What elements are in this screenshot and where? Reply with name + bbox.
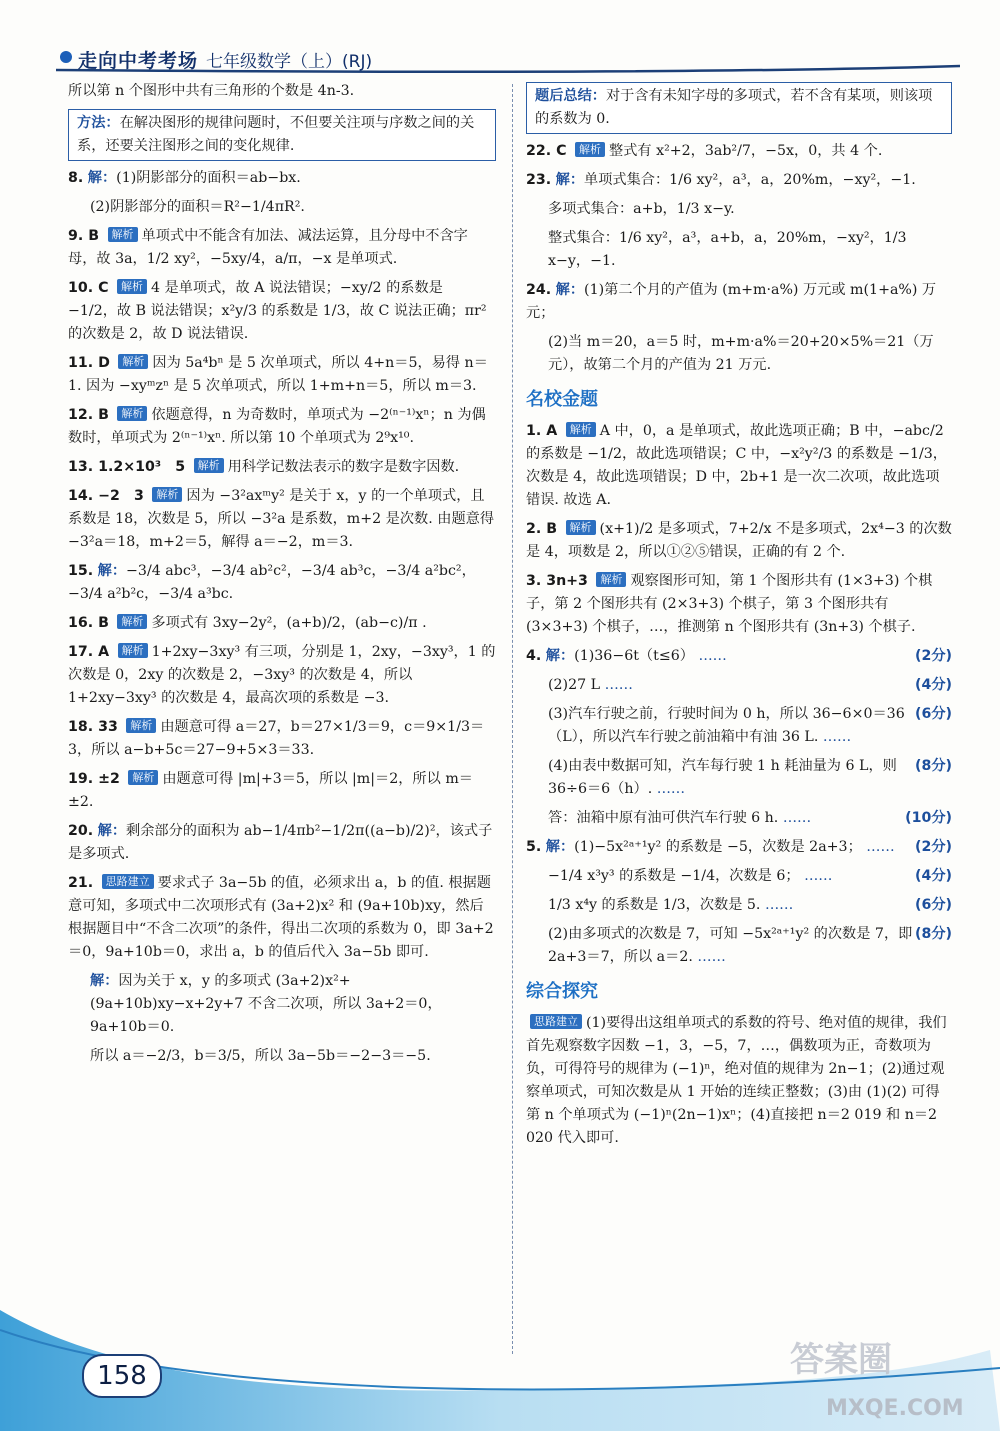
leader-dots: …… [799,868,833,885]
answer-text: 1/3 x⁴y 的系数是 1/3，次数是 5. [548,897,761,914]
answer-text: 因为 5a⁴bⁿ 是 5 次单项式，所以 4+n＝5，易得 n＝1. 因为 −xyᵐzⁿ 是 5 次单项式，所以 1+m+n＝5，所以 m＝3. [68,355,488,394]
analysis-tag: 解析 [117,614,147,629]
score-points: (4分) [914,868,952,885]
analysis-tag: 思路建立 [102,874,154,889]
answer-text: (3)汽车行驶之前，行驶时间为 0 h，所以 36−6×0＝36（L），所以汽车行驶之前油箱中有油 36 L. [548,706,905,746]
leader-dots: …… [693,648,727,665]
answer-label: 解： [555,172,585,188]
answer-item [68,352,496,398]
answer-item [526,420,952,512]
answer-text: 1+2xy−3xy³ 有三项，分别是 1，2xy，−3xy³，1 的次数是 0，2xy 的次数是 2，−3xy³ 的次数是 4，所以 1+2xy−3xy³ 的次数是 4，最高次项的系数是 −3. [68,644,496,706]
question-number: 5. [526,839,542,856]
page-number: 158 [82,1354,162,1398]
answer-text: 要求式子 3a−5b 的值，必须求出 a，b 的值. 根据题意可知，多项式中二次项形式有 (3a+2)x² 和 (9a+10b)xy，然后根据题目中“不含二次项”的条件，得出二次项的系数为 0，即 3a+2＝0，9a+10b＝0，求出 a，b 的值后代入 3a−5b 即可. [68,875,494,960]
question-number: 11. D [68,355,110,371]
question-number: 10. C [68,280,109,296]
analysis-tag: 解析 [108,227,138,242]
question-number: 18. 33 [68,719,118,735]
answer-text: 用科学记数法表示的数字是数字因数. [227,459,460,475]
answer-text: 观察图形可知，第 1 个图形共有 (1×3+3) 个棋子，第 2 个图形共有 (2×3+3) 个棋子，第 3 个图形共有 (3×3+3) 个棋子，…，推测第 n 个图形共有 (3n+3) 个棋子. [526,573,933,636]
answer-item [68,612,496,635]
box-label: 方法： [77,115,120,131]
score-points: (4分) [914,677,952,694]
answer-text: 所以第 n 个图形中共有三角形的个数是 4n-3. [68,83,355,99]
question-number: 14. −2 3 [68,488,144,504]
question-number: 20. [68,823,94,839]
score-points: (2分) [914,839,952,856]
analysis-tag: 解析 [126,718,156,733]
answer-item [68,641,496,710]
leader-dots: …… [861,839,895,856]
answer-item [526,1012,952,1150]
leader-dots: …… [652,781,686,798]
answer-text: (1)−5x²ᵃ⁺¹y² 的系数是 −5，次数是 2a+3； [574,839,862,856]
leader-dots: …… [760,897,794,914]
answer-label: 解： [87,170,117,186]
analysis-tag: 解析 [118,354,148,369]
answer-item [526,703,952,749]
answer-text: 单项式中不能含有加法、减法运算，且分母中不含字母，故 3a，1/2 xy²，−5xy/4，a/π，−x 是单项式. [68,228,468,267]
answer-text: 由题意可得 |m|+3＝5，所以 |m|＝2，所以 m＝±2. [68,771,473,810]
analysis-tag: 解析 [566,520,596,535]
answer-label: 解： [90,973,119,989]
question-number: 23. [526,172,552,188]
section-heading: 名校金题 [526,389,598,410]
section-heading: 综合探究 [526,981,598,1003]
summary-box [526,82,952,134]
question-number: 21. [68,875,94,891]
question-number: 22. C [526,143,567,159]
analysis-tag: 解析 [596,572,626,587]
answer-item [68,716,496,762]
score-points: (8分) [914,758,952,775]
answer-text: 4 是单项式，故 A 说法错误；−xy/2 的系数是 −1/2，故 B 说法错误；x²y/3 的系数是 1/3，故 C 说法正确；πr² 的次数是 2，故 D 说法错误. [68,280,487,342]
summary-box [68,109,496,161]
answer-item [526,227,952,273]
answer-item [68,196,496,219]
answer-item [68,456,496,479]
answer-label: 解： [545,648,575,665]
watermark-logo: 答案圈 [790,1340,892,1380]
answer-item [68,560,496,606]
answer-item [68,1045,496,1068]
answer-item [526,645,952,668]
answer-text: 剩余部分的面积为 ab−1/4πb²−1/2π((a−b)/2)²，该式子是多项式. [68,823,493,862]
answer-text: 对于含有未知字母的多项式，若不含有某项，则该项的系数为 0. [535,88,933,127]
answer-item [526,923,952,969]
answer-item [526,807,952,830]
answer-text: (1)要得出这组单项式的系数的符号、绝对值的规律，我们首先观察数字因数 −1，3，−5，7，…，偶数项为正，奇数项为负，可得符号的规律为 (−1)ⁿ，绝对值的规律为 2n−1；(2)通过观察单项式，可知次数是从 1 开始的连续正整数；(3)由 (1)(2) 可得第 n 个单项式为 (−1)ⁿ(2n−1)xⁿ；(4)直接把 n＝2 019 和 n＝2 020 代入即可. [526,1015,947,1147]
answer-text: 依题意得，n 为奇数时，单项式为 −2⁽ⁿ⁻¹⁾xⁿ；n 为偶数时，单项式为 2⁽ⁿ⁻¹⁾xⁿ. 所以第 10 个单项式为 2⁹x¹⁰. [68,407,486,446]
answer-item [68,970,496,1039]
leader-dots: …… [600,677,633,694]
answer-text: (x+1)/2 是多项式，7+2/x 不是多项式，2x⁴−3 的次数是 4，项数是 2，所以①②⑤错误，正确的有 2 个. [526,521,952,561]
answer-text: −3/4 abc³，−3/4 ab²c²，−3/4 ab³c，−3/4 a²bc²，−3/4 a²b²c，−3/4 a³bc. [68,563,476,602]
analysis-tag: 解析 [128,770,158,785]
answer-text: (2)由多项式的次数是 7，可知 −5x²ᵃ⁺¹y² 的次数是 7，即 2a+3＝7，所以 a＝2. [548,926,913,966]
question-number: 8. [68,170,84,186]
question-number: 19. ±2 [68,771,120,787]
leader-dots: …… [692,949,726,966]
answer-item [526,279,952,325]
question-number: 3. 3n+3 [526,573,588,590]
answer-text: (1)36−6t（t≤6） [574,648,694,665]
answer-item [526,140,952,163]
analysis-tag: 解析 [575,142,605,157]
box-label: 题后总结： [535,88,606,104]
answer-text: 整式有 x²+2，3ab²/7，−5x，0，共 4 个. [609,143,883,159]
answer-label: 解： [545,839,575,856]
header-title [78,46,372,73]
answer-item [68,485,496,554]
answer-item [526,836,952,859]
question-number: 15. [68,563,94,579]
answer-item [68,768,496,814]
question-number: 13. 1.2×10³ 5 [68,459,186,475]
answer-item [68,820,496,866]
answer-item [68,872,496,964]
answer-text: (2)阴影部分的面积＝R²−1/4πR². [90,199,305,215]
answer-item [68,80,496,103]
answer-text: (1)阴影部分的面积＝ab−bx. [116,170,301,186]
analysis-tag: 解析 [566,422,596,437]
score-points: (2分) [914,648,952,665]
answer-item [526,755,952,801]
question-number: 4. [526,648,542,665]
question-number: 24. [526,282,552,298]
watermark-url: MXQE.COM [826,1396,964,1421]
answer-item [526,518,952,564]
answer-item [68,404,496,450]
answer-label: 解： [97,563,127,579]
leader-dots: …… [818,729,852,746]
analysis-tag: 解析 [194,458,224,473]
score-points: (8分) [914,926,952,943]
answer-item [68,225,496,271]
answer-item [526,894,952,917]
answer-text: (2)27 L [548,677,601,694]
question-number: 1. A [526,423,558,440]
answer-item [68,167,496,190]
analysis-tag: 解析 [117,406,147,421]
answer-item [526,331,952,377]
answer-text: 单项式集合：1/6 xy²，a³，a，20%m，−xy²，−1. [584,172,916,188]
question-number: 9. B [68,228,100,244]
score-points: (10分) [905,810,952,827]
leader-dots: …… [778,810,812,827]
answer-text: 整式集合：1/6 xy²，a³，a+b，a，20%m，−xy²，1/3 x−y，−1. [548,230,907,269]
answer-text: 因为关于 x，y 的多项式 (3a+2)x²+(9a+10b)xy−x+2y+7 不含二次项，所以 3a+2＝0，9a+10b＝0. [90,973,442,1035]
analysis-tag: 解析 [117,279,147,294]
answer-text: A 中，0，a 是单项式，故此选项正确；B 中，−abc/2 的系数是 −1/2，故此选项错误；C 中，−x²y²/3 的系数是 −1/3，次数是 4，故此选项错误；D 中，2b+1 是一次二次项，故此选项错误. 故选 A. [526,423,947,509]
answer-text: 由题意可得 a＝27，b＝27×1/3＝9，c＝9×1/3＝3，所以 a−b+5c＝27−9+5×3＝33. [68,719,485,758]
book-subtitle: 七年级数学（上）(RJ) [206,52,373,72]
answer-item [526,570,952,639]
answer-text: 在解决图形的规律问题时，不但要关注项与序数之间的关系，还要关注图形之间的变化规律. [77,115,475,154]
analysis-tag: 解析 [152,487,182,502]
answer-text: 多项式集合：a+b，1/3 x−y. [548,201,735,217]
analysis-tag: 解析 [118,643,148,658]
answer-text: 多项式有 3xy−2y²，(a+b)/2，(ab−c)/π . [151,615,427,631]
answer-item [526,198,952,221]
question-number: 17. A [68,644,110,660]
answer-text: (2)当 m＝20，a＝5 时，m+m·a%＝20+20×5%＝21（万元），故第二个月的产值为 21 万元. [548,334,934,373]
question-number: 12. B [68,407,109,423]
answer-item [68,277,496,346]
question-number: 16. B [68,615,109,631]
answer-text: 答：油箱中原有油可供汽车行驶 6 h. [548,810,779,827]
left-column [68,80,496,1074]
answer-text: (1)第二个月的产值为 (m+m·a%) 万元或 m(1+a%) 万元； [526,282,937,321]
answer-text: (4)由表中数据可知，汽车每行驶 1 h 耗油量为 6 L，则 36÷6＝6（h）. [548,758,897,798]
question-number: 2. B [526,521,558,538]
page-header [0,0,1000,82]
analysis-tag: 思路建立 [530,1014,582,1029]
answer-text: 因为 −3²axᵐy² 是关于 x，y 的一个单项式，且系数是 18，次数是 5，所以 −3²a 是系数，m+2 是次数. 由题意得 −3²a＝18，m+2＝5，解得 a＝−2，m＝3. [68,488,495,550]
score-points: (6分) [914,897,952,914]
answer-item [526,674,952,697]
brand-name: 走向中考考场 [78,50,199,72]
answer-item [526,169,952,192]
score-points: (6分) [914,706,952,723]
right-column [526,80,952,1156]
column-divider [512,84,513,1354]
answer-item [526,865,952,888]
answer-label: 解： [555,282,585,298]
answer-text: 所以 a＝−2/3，b＝3/5，所以 3a−5b＝−2−3＝−5. [90,1048,431,1064]
answer-text: −1/4 x³y³ 的系数是 −1/4，次数是 6； [548,868,800,885]
answer-label: 解： [97,823,127,839]
